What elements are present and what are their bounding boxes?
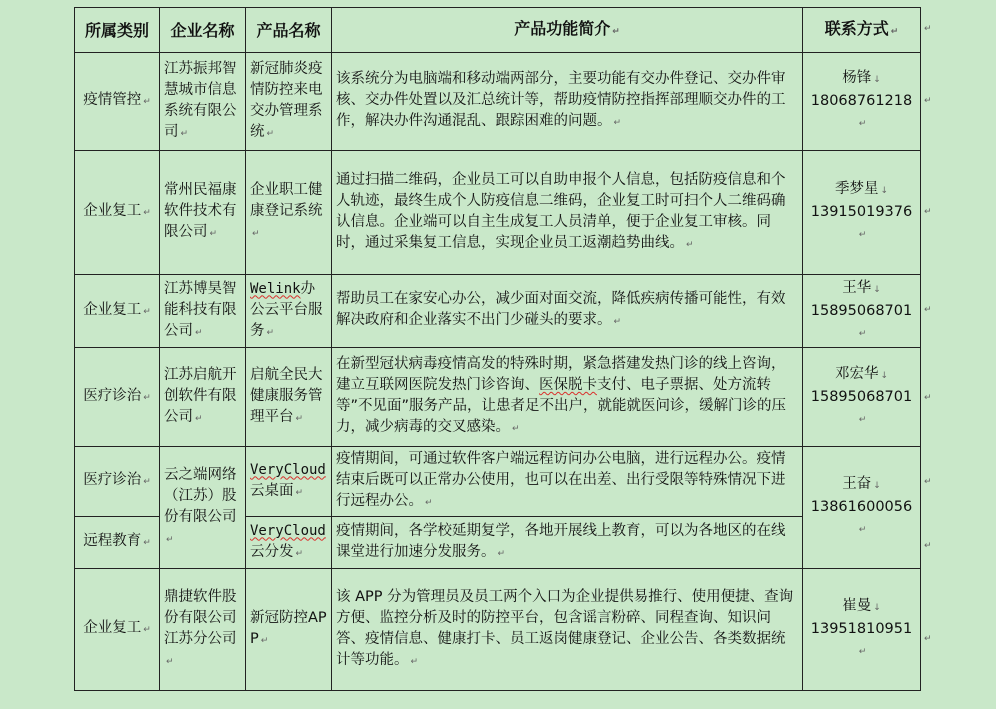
table-row	[75, 447, 921, 517]
table-row	[75, 348, 921, 447]
category-cell: 疫情管控 ↵	[75, 53, 160, 151]
product-brand: Welink	[250, 280, 301, 297]
table-row	[75, 53, 921, 151]
description-cell: 通过扫描二维码，企业员工可以自助申报个人信息，包括防疫信息和个人轨迹，最终生成个人防疫信息二维码，企业复工时可扫个人二维码确认信息。企业端可以自主生成复工人员清单，便于企业复工审核。同时，通过采集复工信息，实现企业员工返潮趋势曲线。 ↵	[332, 151, 803, 275]
header-description: 产品功能简介 ↵	[332, 8, 803, 53]
header-contact: 联系方式 ↵	[803, 8, 921, 53]
product-cell: 启航全民大健康服务管理平台 ↵	[246, 348, 332, 447]
header-company: 企业名称	[160, 8, 246, 53]
contact-phone: 13915019376	[810, 204, 913, 220]
contact-cell: 王华 ↓ 15895068701↵	[803, 275, 921, 348]
row-end-mark: ↵	[924, 96, 932, 106]
category-cell: 远程教育 ↵	[75, 517, 160, 569]
company-cell: 江苏振邦智慧城市信息系统有限公司 ↵	[160, 53, 246, 151]
product-table	[74, 7, 921, 691]
category-cell: 医疗诊治 ↵	[75, 348, 160, 447]
contact-name: 王奋	[842, 476, 872, 492]
contact-phone: 15895068701	[810, 388, 913, 405]
contact-cell: 季梦星 ↓ 13915019376↵	[803, 151, 921, 275]
row-end-mark: ↵	[924, 634, 932, 644]
company-cell: 鼎捷软件股份有限公司江苏分公司↵	[160, 569, 246, 691]
description-cell: 疫情期间，可通过软件客户端远程访问办公电脑，进行远程办公。疫情结束后既可以正常办公使用，也可以在出差、出行受限等特殊情况下进行远程办公。 ↵	[332, 447, 803, 517]
contact-phone: 13861600056	[810, 499, 913, 515]
product-cell: VeryCloud 云桌面 ↵	[246, 447, 332, 517]
row-end-mark: ↵	[924, 541, 932, 551]
table-row	[75, 151, 921, 275]
description-cell: 在新型冠状病毒疫情高发的特殊时期，紧急搭建发热门诊的线上咨询，建立互联网医院发热门诊咨询、医保脱卡支付、电子票据、处方流转等”不见面”服务产品，让患者足不出户，就能就医问诊，缓解门诊的压力，减少病毒的交叉感染。 ↵	[332, 348, 803, 447]
contact-phone: 18068761218	[810, 93, 913, 109]
contact-name: 崔曼	[842, 598, 872, 614]
category-cell: 医疗诊治 ↵	[75, 447, 160, 517]
company-cell: 云之端网络（江苏）股份有限公司↵	[160, 447, 246, 569]
contact-name: 邓宏华	[834, 365, 879, 382]
product-cell: 新冠肺炎疫情防控来电交办管理系统 ↵	[246, 53, 332, 151]
row-end-mark: ↵	[924, 393, 932, 403]
contact-name: 杨锋	[842, 70, 872, 86]
contact-name: 季梦星	[834, 181, 879, 197]
header-product: 产品名称	[246, 8, 332, 53]
contact-cell: 杨锋 ↓ 18068761218↵	[803, 53, 921, 151]
product-cell: Welink办公云平台服务 ↵	[246, 275, 332, 348]
product-cell: 企业职工健康登记系统↵	[246, 151, 332, 275]
row-end-mark: ↵	[924, 305, 932, 315]
contact-cell: 邓宏华 ↓ 15895068701↵	[803, 348, 921, 447]
description-cell: 帮助员工在家安心办公，减少面对面交流，降低疾病传播可能性，有效解决政府和企业落实不出门少碰头的要求。 ↵	[332, 275, 803, 348]
contact-name: 王华	[842, 279, 872, 296]
product-cell: VeryCloud 云分发 ↵	[246, 517, 332, 569]
header-row	[75, 8, 921, 53]
contact-cell: 崔曼 ↓ 13951810951↵	[803, 569, 921, 691]
product-cell: 新冠防控APP ↵	[246, 569, 332, 691]
product-brand: VeryCloud	[250, 461, 326, 478]
contact-phone: 13951810951	[810, 621, 913, 637]
row-end-mark: ↵	[924, 24, 932, 34]
category-cell: 企业复工 ↵	[75, 275, 160, 348]
row-end-mark: ↵	[924, 207, 932, 217]
spellcheck-marked-text: 医保脱卡	[539, 377, 597, 393]
contact-cell: 王奋 ↓ 13861600056↵	[803, 447, 921, 569]
contact-phone: 15895068701	[810, 302, 913, 319]
paragraph-mark: ↵	[612, 26, 620, 37]
description-cell: 该 APP 分为管理员及员工两个入口为企业提供易推行、使用便捷、查询方便、监控分析及时的防控平台，包含谣言粉碎、同程查询、知识问答、疫情信息、健康打卡、员工返岗健康登记、企业公告、各类数据统计等功能。 ↵	[332, 569, 803, 691]
category-cell: 企业复工 ↵	[75, 151, 160, 275]
description-cell: 疫情期间，各学校延期复学，各地开展线上教育，可以为各地区的在线课堂进行加速分发服务。 ↵	[332, 517, 803, 569]
category-cell: 企业复工 ↵	[75, 569, 160, 691]
header-category: 所属类别	[75, 8, 160, 53]
description-cell: 该系统分为电脑端和移动端两部分，主要功能有交办件登记、交办件审核、交办件处置以及汇总统计等，帮助疫情防控指挥部理顺交办件的工作，解决办件沟通混乱、跟踪困难的问题。 ↵	[332, 53, 803, 151]
paragraph-mark: ↵	[890, 26, 899, 37]
table-row	[75, 275, 921, 348]
company-cell: 江苏博昊智能科技有限公司 ↵	[160, 275, 246, 348]
company-cell: 江苏启航开创软件有限公司 ↵	[160, 348, 246, 447]
product-brand: VeryCloud	[250, 522, 326, 539]
row-end-mark: ↵	[924, 477, 932, 487]
company-cell: 常州民福康软件技术有限公司 ↵	[160, 151, 246, 275]
table-row	[75, 569, 921, 691]
